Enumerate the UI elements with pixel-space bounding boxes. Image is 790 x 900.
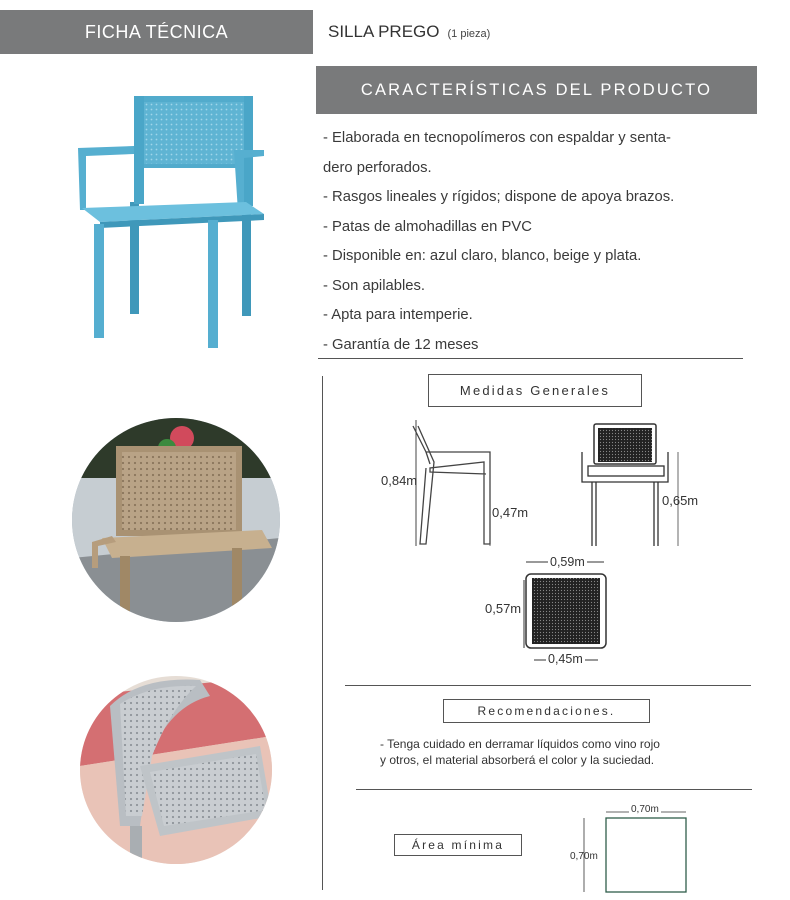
feature-item: - Patas de almohadillas en PVC bbox=[323, 218, 532, 235]
vertical-divider bbox=[322, 376, 323, 890]
recommendations-title: Recomendaciones. bbox=[477, 704, 616, 718]
seat-width-label: 0,45m bbox=[548, 652, 583, 666]
total-height-label: 0,84m bbox=[381, 473, 418, 488]
product-title bbox=[328, 22, 490, 42]
recommendation-line: - Tenga cuidado en derramar líquidos como vino rojo bbox=[380, 737, 660, 751]
min-area-width-label: 0,70m bbox=[631, 804, 659, 815]
arm-height-label: 0,65m bbox=[662, 493, 699, 508]
feature-item: - Elaborada en tecnopolímeros con espaldar y senta- bbox=[323, 130, 671, 146]
recommendations-text bbox=[380, 736, 740, 768]
product-name: SILLA PREGO bbox=[328, 22, 440, 41]
gray-chair-photo bbox=[80, 676, 272, 864]
chair-product-image bbox=[74, 92, 270, 354]
recommendation-line: y otros, el material absorberá el color y la suciedad. bbox=[380, 753, 655, 767]
feature-item: - Apta para intemperie. bbox=[323, 307, 473, 323]
characteristics-title-bar bbox=[316, 66, 757, 114]
sheet-title: FICHA TÉCNICA bbox=[84, 21, 229, 42]
min-area-drawing bbox=[578, 804, 690, 896]
features-divider bbox=[318, 358, 743, 359]
measures-title-box bbox=[428, 374, 642, 407]
characteristics-title: CARACTERÍSTICAS DEL PRODUCTO bbox=[360, 80, 713, 99]
recommendations-divider bbox=[356, 789, 752, 790]
depth-label: 0,57m bbox=[485, 601, 522, 616]
feature-item: - Son apilables. bbox=[323, 277, 425, 294]
min-area-height-label: 0,70m bbox=[570, 851, 598, 862]
beige-chair-photo bbox=[72, 418, 280, 622]
feature-item: - Rasgos lineales y rígidos; dispone de apoya brazos. bbox=[323, 189, 675, 205]
feature-item: - Disponible en: azul claro, blanco, beige y plata. bbox=[323, 248, 642, 264]
measures-divider bbox=[345, 685, 751, 686]
product-qty: (1 pieza) bbox=[447, 28, 491, 40]
min-area-title: Área mínima bbox=[411, 838, 505, 852]
measures-title: Medidas Generales bbox=[459, 383, 611, 398]
min-area-title-box bbox=[394, 834, 522, 856]
features-list bbox=[323, 124, 753, 360]
feature-item: - Garantía de 12 meses bbox=[323, 336, 479, 353]
width-label: 0,59m bbox=[550, 555, 585, 569]
seat-height-label: 0,47m bbox=[492, 505, 529, 520]
sheet-title-bar bbox=[0, 10, 313, 54]
recommendations-title-box bbox=[443, 699, 650, 723]
front-view-drawing bbox=[578, 420, 688, 550]
feature-item: dero perforados. bbox=[323, 159, 432, 176]
